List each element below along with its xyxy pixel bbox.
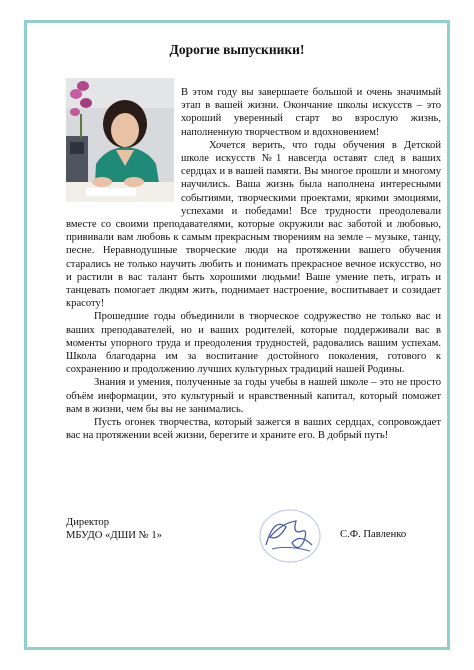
letter-body: [66, 86, 441, 442]
paragraph: Пусть огонек творчества, который зажегся в ваших сердцах, сопровождает вас на протяжении всей жизни, берегите и храните его. В добрый путь!: [66, 417, 441, 442]
page-title: Дорогие выпускники!: [169, 42, 305, 57]
signature-block: [66, 516, 162, 542]
photo-spacer: [66, 86, 181, 210]
paragraph: Знания и умения, полученные за годы учебы в нашей школе – это не просто объём информации, это культурный и нравственный капитал, который поможет вам в жизни, чем бы вы не занимались.: [66, 377, 441, 415]
handwritten-signature: [252, 505, 324, 567]
paragraph: Хочется верить, что годы обучения в Детской школе искусств №1 навсегда оставят след в ваших сердцах и в вашей памяти. Вы многое прошли и многому научились. Ваша жизнь была наполнена интересными событиями, творческими проектами, яркими эмоциями, успехами и победами! Все трудности преодолевали вместе со своими преподавателями, которые окружили вас заботой и любовью, прививали вам любовь к самым прекрасным творениям на земле – музыке, танцу, песне. Неравнодушные творческие люди на протяжении вашего обучения старались не только научить любить и понимать прекрасное вечное искусство, но и растили в вас талант быть хорошими людьми! Ваше умение петь, играть и танцевать помогает людям жить, поднимает настроение, воспитывает и созидает красоту!: [66, 139, 441, 310]
signatory-name: С.Ф. Павленко: [340, 529, 407, 540]
signatory-organization: МБУДО «ДШИ № 1»: [66, 530, 162, 541]
paragraph: В этом году вы завершаете большой и очень значимый этап в вашей жизни. Окончание школы искусств – это хороший уверенный старт во взрослую жизнь, наполненную творчеством и вдохновением!: [181, 87, 441, 138]
paragraph: Прошедшие годы объединили в творческое содружество не только вас и ваших преподавателей, но и ваших родителей, которые поддерживали вас в моменты упорного труда и преодоления трудностей, радовались вашим успехам. Школа благодарна им за воспитание достойного поколения, готового к сохранению и продолжению лучших культурных традиций нашей Родины.: [66, 311, 441, 376]
signatory-position: Директор: [66, 517, 109, 528]
